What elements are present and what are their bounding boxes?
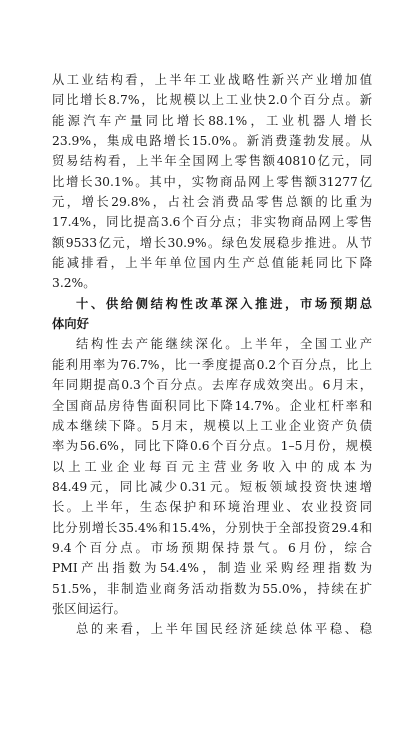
text-line: 比增长30.1%。其中，实物商品网上零售额31277亿 [52, 174, 372, 189]
text-line: 同比增长8.7%，比规模以上工业快2.0个百分点。新 [52, 93, 372, 108]
text-line: 额9533亿元，增长30.9%。绿色发展稳步推进。从节 [52, 235, 372, 250]
text-line: PMI产出指数为54.4%，制造业采购经理指数为 [52, 561, 372, 576]
text-line: 率为56.6%，同比下降0.6个百分点。1–5月份，规模 [52, 439, 372, 454]
paragraph-summary [52, 619, 372, 639]
text-line: 能减排看，上半年单位国内生产总值能耗同比下降 [52, 256, 372, 271]
text-line: 以上工业企业每百元主营业务收入中的成本为 [52, 459, 372, 474]
text-line: 从工业结构看，上半年工业战略性新兴产业增加值 [52, 73, 372, 87]
text-line: 总的来看，上半年国民经济延续总体平稳、稳 [76, 622, 372, 637]
paragraph-industrial-structure [52, 70, 372, 294]
text-line: 9.4个百分点。市场预期保持景气。6月份，综合 [52, 540, 372, 555]
text-line: 结构性去产能继续深化。上半年，全国工业产 [76, 337, 372, 352]
text-line: 能源汽车产量同比增长88.1%，工业机器人增长 [52, 113, 372, 128]
text-line: 元，增长29.8%，占社会消费品零售总额的比重为 [52, 195, 372, 210]
text-line: 全国商品房待售面积同比下降14.7%。企业杠杆率和 [52, 398, 372, 413]
text-line: 能利用率为76.7%，比一季度提高0.2个百分点，比上 [52, 357, 372, 372]
text-line: 51.5%，非制造业商务活动指数为55.0%，持续在扩 [52, 581, 372, 596]
text-line: 23.9%，集成电路增长15.0%。新消费蓬勃发展。从 [52, 134, 372, 149]
text-line: 贸易结构看，上半年全国网上零售额40810亿元，同 [52, 154, 372, 169]
section-heading [52, 294, 372, 335]
text-line: 年同期提高0.3个百分点。去库存成效突出。6月末， [52, 378, 372, 393]
text-line: 张区间运行。 [52, 601, 126, 616]
text-line: 84.49元，同比减少0.31元。短板领域投资快速增 [52, 479, 372, 494]
text-line: 17.4%，同比提高3.6个百分点；非实物商品网上零售 [52, 215, 372, 230]
heading-line: 十、供给侧结构性改革深入推进，市场预期总 [76, 295, 372, 311]
text-line: 比分别增长35.4%和15.4%，分别快于全部投资29.4和 [52, 520, 372, 535]
text-line: 3.2%。 [52, 276, 96, 291]
document-page [52, 70, 372, 640]
text-line: 长。上半年，生态保护和环境治理业、农业投资同 [52, 500, 372, 515]
text-line: 成本继续下降。5月末，规模以上工业企业资产负债 [52, 418, 372, 433]
heading-line: 体向好 [52, 316, 89, 332]
paragraph-supply-side-reform [52, 334, 372, 619]
